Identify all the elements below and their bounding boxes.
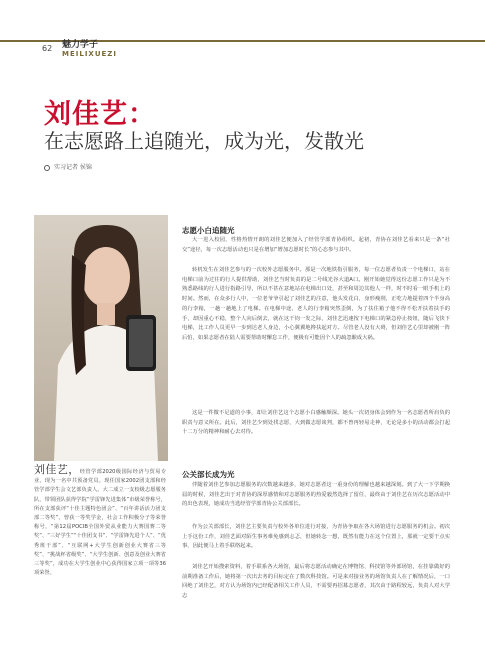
bullet-icon [44,165,50,171]
section-heading: 志愿小白追随光 [182,226,235,235]
article-subtitle: 在志愿路上追随光，成为光，发散光 [44,129,364,153]
bio-text: 经管学部2020级国际经济与贸易专业，现为一名中共预备党员。现任国家2002团支部和经管学部学生会文艺部负责人。大二成立一支校级志愿服务队，带领团队获得学院“学雷锋先进集体”市级荣誉称号，所在支部获评“十佳主题特色团会”、“百年讲话活力团支部二等奖”，曾获一等奖学金，社会工作积极分子等荣誉称号，“第12届POCIB全国外贸从业能力大赛国赛二等奖”、“三好学生”“十佳团支书”、“学雷锋先进个人”、“优秀班干部”、“互联网+大学生创新创业大赛省三等奖”、“挑战杯省级奖”、“大学生创新、创意及创业大赛省三等奖”，成功在大学生创业中心获得国家立项一项等36项荣誉。 [34,469,167,577]
reporter-line [44,162,92,171]
section-heading: 公关部长成为光 [182,470,235,479]
bio-block [34,465,166,578]
portrait-photo [34,215,168,461]
paragraph: 刘佳艺开始搜索资料，着手联系各大场馆，最后将志愿活动确定在博物馆、科技馆等外部场馆，在挂靠做好的前期准备工作后，她将第一次出去务的目标定在了数次科技馆。可是来对接业务的场馆负责人在了解情况后，一口回绝了刘佳艺，对方认为场馆内已经配备相关工作人员，不需要再招募志愿者，其次由于路程较远，负责人对大学志 [182,564,450,600]
bio-name: 刘佳艺， [34,463,80,476]
paragraph: 作为公关部部长，刘佳艺主要负责与校外各单位进行对接，为青协争取在各大场馆进行志愿服务的机会。初次上手这份工作，刘佳艺面对陌生事务难免感到忐忑，但她转念一想，既然有能力在这个位置上，那就一定要干点实事，因此便马上着手联络起来。 [182,524,450,550]
paragraph: 转机发生在刘佳艺参与的一次校外志愿服务中。那是一次地铁指引服务，每一位志愿者负责一个电梯口，站在电梯口前为过往的行人提供帮助，刘佳艺当时负责的是二号线光谷大道A口。刚开始她觉得这份志愿工作只是为不熟悉路线的行人进行指路引导，所以不甚在意地站在电梯出口处，甚至和周边其他人一样，时不时看一眼手机上的时间。然而，在众多行人中，一位老爷爷引起了刘佳艺的注意，他头发花白，身形瘦削，正吃力地提着四个半身高的行李箱，一趟一趟地上了电梯。在电梯中途，老人的行李箱突然歪倒，为了扶住箱子他不得不松开扶着扶手的手，却因重心不稳，整个人向后倒去，就在这千钧一发之际，刘佳艺迅速按下电梯口的紧急停止按钮，随后飞快下电梯，比工作人员更早一步到达老人身边，小心翼翼地搀扶起对方。尽管老人没有大碍，但刘佳艺心里却被刚一阵后怕，如果志愿者在陆人需要帮助时懈怠工作，便极有可能因个人的疏忽酿成大祸。 [182,267,450,341]
paragraph: 大一进入校园，性格热情开朗的刘佳艺便加入了经管学部青协组织。起初，青协在刘佳艺看来只是一条“社交”途径，每一次志愿活动也只是在增加“增加志愿时长”的心态参与其中。 [182,237,450,253]
paragraph: 伴随着刘佳艺参加志愿服务的次数越来越多，她对志愿者这一重身份的理解也越来越深刻。到了大一下学期换届的时候，刘佳艺出于对青协的深厚感情和对志愿服务的热爱毅然选择了留任，最终由于刘佳艺在历次志愿活动中的出色表现，她成功当选经管学部青协公关部部长。 [182,482,450,508]
paragraph: 这是一件微不足道的小事，却让刘佳艺这个志愿小白感触颇深。她头一次切身体会到作为一名志愿者所肩负的职责与意义所在。此后，刘佳艺少到处找志愿，大到做志愿谈判，都不曾再轻易走神，无论是多小的活动都会打起十二万分的精神和耐心去对待。 [182,410,450,436]
page-number: 62 [42,44,53,53]
reporter-text: 实习记者 侯锦 [54,164,92,171]
column-name: 魅力学子 [62,40,99,50]
article-title: 刘佳艺： [44,99,156,130]
column-name-en: MEILIXUEZI [62,50,117,58]
